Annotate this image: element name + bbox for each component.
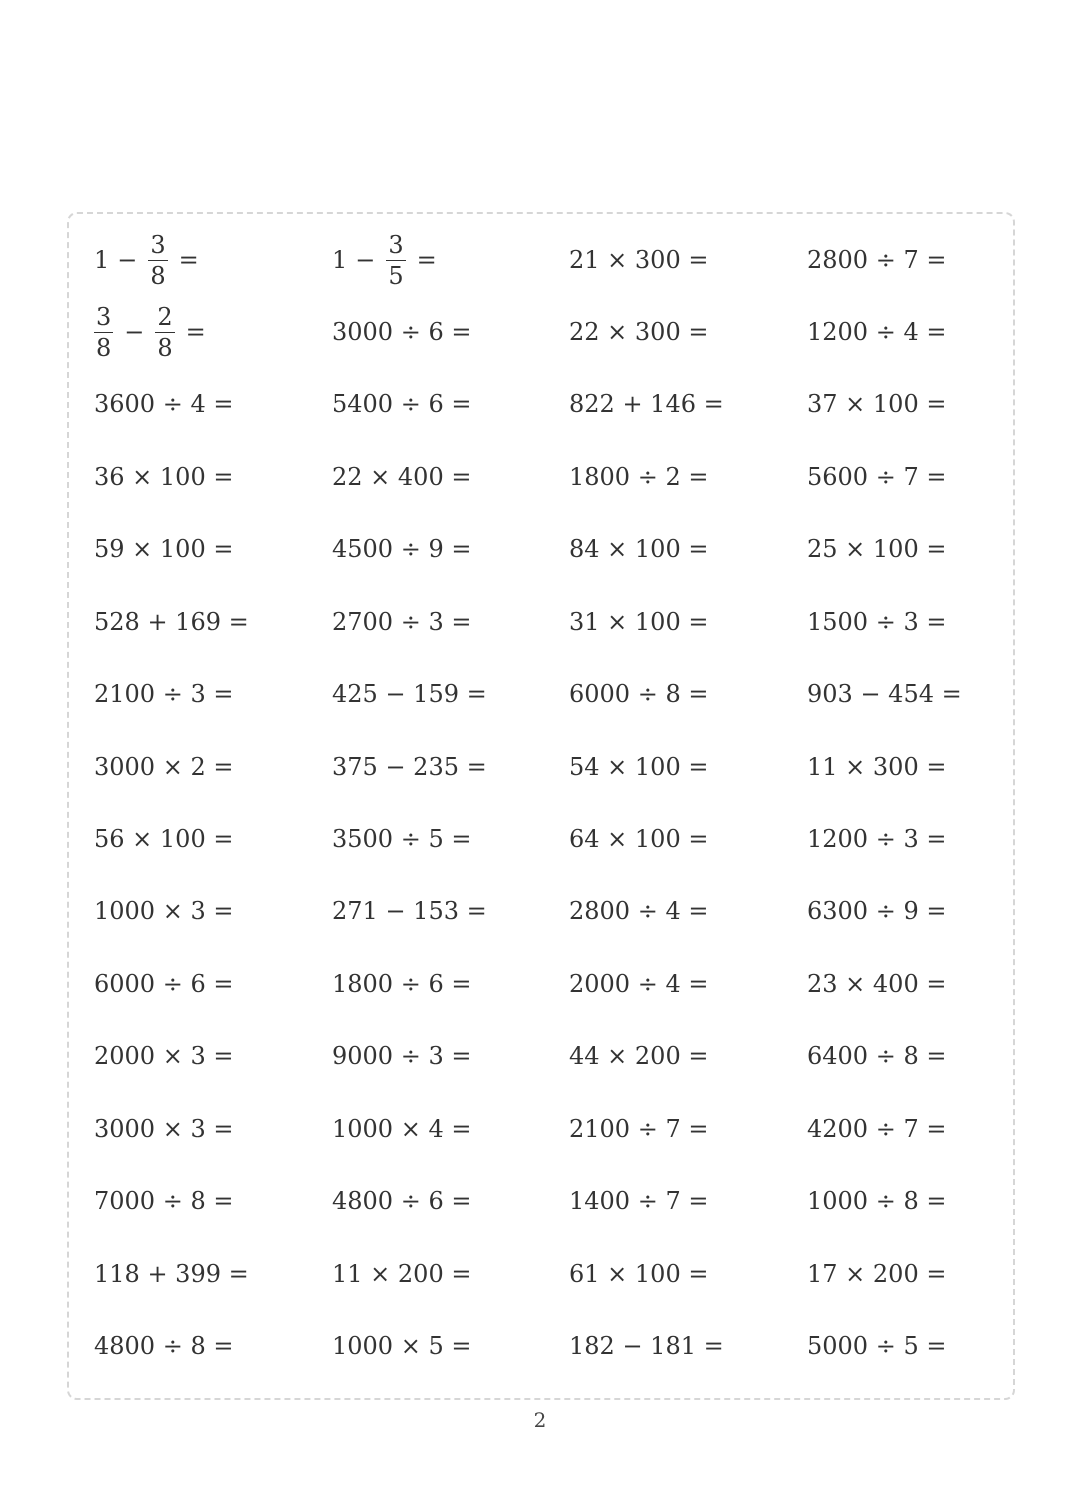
numerator: 3	[388, 230, 404, 259]
problem: 9000 ÷ 3 =	[332, 1042, 472, 1070]
problem: 6300 ÷ 9 =	[807, 897, 947, 925]
problem: 1800 ÷ 2 =	[569, 463, 709, 491]
problem-row	[69, 1244, 1013, 1304]
problem-row	[69, 592, 1013, 652]
problem: 118 + 399 =	[94, 1260, 249, 1288]
denominator: 5	[388, 261, 404, 290]
problem: 2100 ÷ 7 =	[569, 1115, 709, 1143]
problem: 3500 ÷ 5 =	[332, 825, 472, 853]
problem: 1400 ÷ 7 =	[569, 1187, 709, 1215]
problem: 22 × 300 =	[569, 318, 709, 346]
problem: 21 × 300 =	[569, 246, 709, 274]
problem: 4500 ÷ 9 =	[332, 535, 472, 563]
problem: 36 × 100 =	[94, 463, 234, 491]
page-number: 2	[533, 1408, 547, 1432]
problem: 54 × 100 =	[569, 753, 709, 781]
problem: 1000 × 5 =	[332, 1332, 472, 1360]
problem-row	[69, 302, 1013, 362]
numerator: 3	[96, 302, 112, 331]
problem-row	[69, 809, 1013, 869]
denominator: 8	[150, 261, 166, 290]
operator: −	[355, 246, 376, 274]
problem: 4200 ÷ 7 =	[807, 1115, 947, 1143]
problem: 1000 × 3 =	[94, 897, 234, 925]
denominator: 8	[96, 333, 112, 362]
problem: 4800 ÷ 8 =	[94, 1332, 234, 1360]
problem: 25 × 100 =	[807, 535, 947, 563]
problem: 822 + 146 =	[569, 390, 724, 418]
problem: 1500 ÷ 3 =	[807, 608, 947, 636]
problem: 17 × 200 =	[807, 1260, 947, 1288]
problem: 84 × 100 =	[569, 535, 709, 563]
operator: −	[117, 246, 138, 274]
problem: 31 × 100 =	[569, 608, 709, 636]
problem: 3000 × 2 =	[94, 753, 234, 781]
problem-row	[69, 1171, 1013, 1231]
problem-row	[69, 230, 1013, 290]
fraction	[94, 302, 113, 362]
problem: 1000 × 4 =	[332, 1115, 472, 1143]
problem: 375 − 235 =	[332, 753, 487, 781]
problem: 5600 ÷ 7 =	[807, 463, 947, 491]
problem-fraction	[94, 302, 214, 362]
operator: −	[124, 318, 145, 346]
problem: 3600 ÷ 4 =	[94, 390, 234, 418]
fraction	[386, 230, 405, 290]
problem-row	[69, 664, 1013, 724]
problem: 1800 ÷ 6 =	[332, 970, 472, 998]
fraction	[148, 230, 167, 290]
problem-fraction	[94, 230, 207, 290]
problem-row	[69, 881, 1013, 941]
problem: 6000 ÷ 6 =	[94, 970, 234, 998]
problem: 3000 ÷ 6 =	[332, 318, 472, 346]
problem-row	[69, 954, 1013, 1014]
problem: 5000 ÷ 5 =	[807, 1332, 947, 1360]
problem: 22 × 400 =	[332, 463, 472, 491]
problem: 2000 ÷ 4 =	[569, 970, 709, 998]
problem: 2000 × 3 =	[94, 1042, 234, 1070]
problem: 3000 × 3 =	[94, 1115, 234, 1143]
problem-row	[69, 1099, 1013, 1159]
equals-sign: =	[185, 318, 206, 346]
problem: 1200 ÷ 4 =	[807, 318, 947, 346]
problem: 59 × 100 =	[94, 535, 234, 563]
equals-sign: =	[416, 246, 437, 274]
problem-row	[69, 447, 1013, 507]
problem: 7000 ÷ 8 =	[94, 1187, 234, 1215]
problem-row	[69, 1316, 1013, 1376]
problem: 2100 ÷ 3 =	[94, 680, 234, 708]
problem: 425 − 159 =	[332, 680, 487, 708]
worksheet-frame	[67, 212, 1015, 1400]
problem: 64 × 100 =	[569, 825, 709, 853]
denominator: 8	[157, 333, 173, 362]
operand: 1	[332, 246, 348, 274]
problem: 903 − 454 =	[807, 680, 962, 708]
problem: 5400 ÷ 6 =	[332, 390, 472, 418]
problem: 61 × 100 =	[569, 1260, 709, 1288]
problem: 56 × 100 =	[94, 825, 234, 853]
problem: 11 × 300 =	[807, 753, 947, 781]
problem: 182 − 181 =	[569, 1332, 724, 1360]
problem-row	[69, 737, 1013, 797]
problem: 1200 ÷ 3 =	[807, 825, 947, 853]
problem: 4800 ÷ 6 =	[332, 1187, 472, 1215]
problem: 6000 ÷ 8 =	[569, 680, 709, 708]
problem-fraction	[332, 230, 445, 290]
problem-row	[69, 1026, 1013, 1086]
problem: 2800 ÷ 7 =	[807, 246, 947, 274]
fraction	[155, 302, 174, 362]
problem: 2800 ÷ 4 =	[569, 897, 709, 925]
problem-row	[69, 374, 1013, 434]
problem: 6400 ÷ 8 =	[807, 1042, 947, 1070]
numerator: 3	[150, 230, 166, 259]
problem: 271 − 153 =	[332, 897, 487, 925]
problem: 2700 ÷ 3 =	[332, 608, 472, 636]
numerator: 2	[157, 302, 173, 331]
problem: 37 × 100 =	[807, 390, 947, 418]
problem: 11 × 200 =	[332, 1260, 472, 1288]
problem: 1000 ÷ 8 =	[807, 1187, 947, 1215]
problem: 23 × 400 =	[807, 970, 947, 998]
operand: 1	[94, 246, 110, 274]
equals-sign: =	[178, 246, 199, 274]
problem: 528 + 169 =	[94, 608, 249, 636]
problem: 44 × 200 =	[569, 1042, 709, 1070]
problem-row	[69, 519, 1013, 579]
